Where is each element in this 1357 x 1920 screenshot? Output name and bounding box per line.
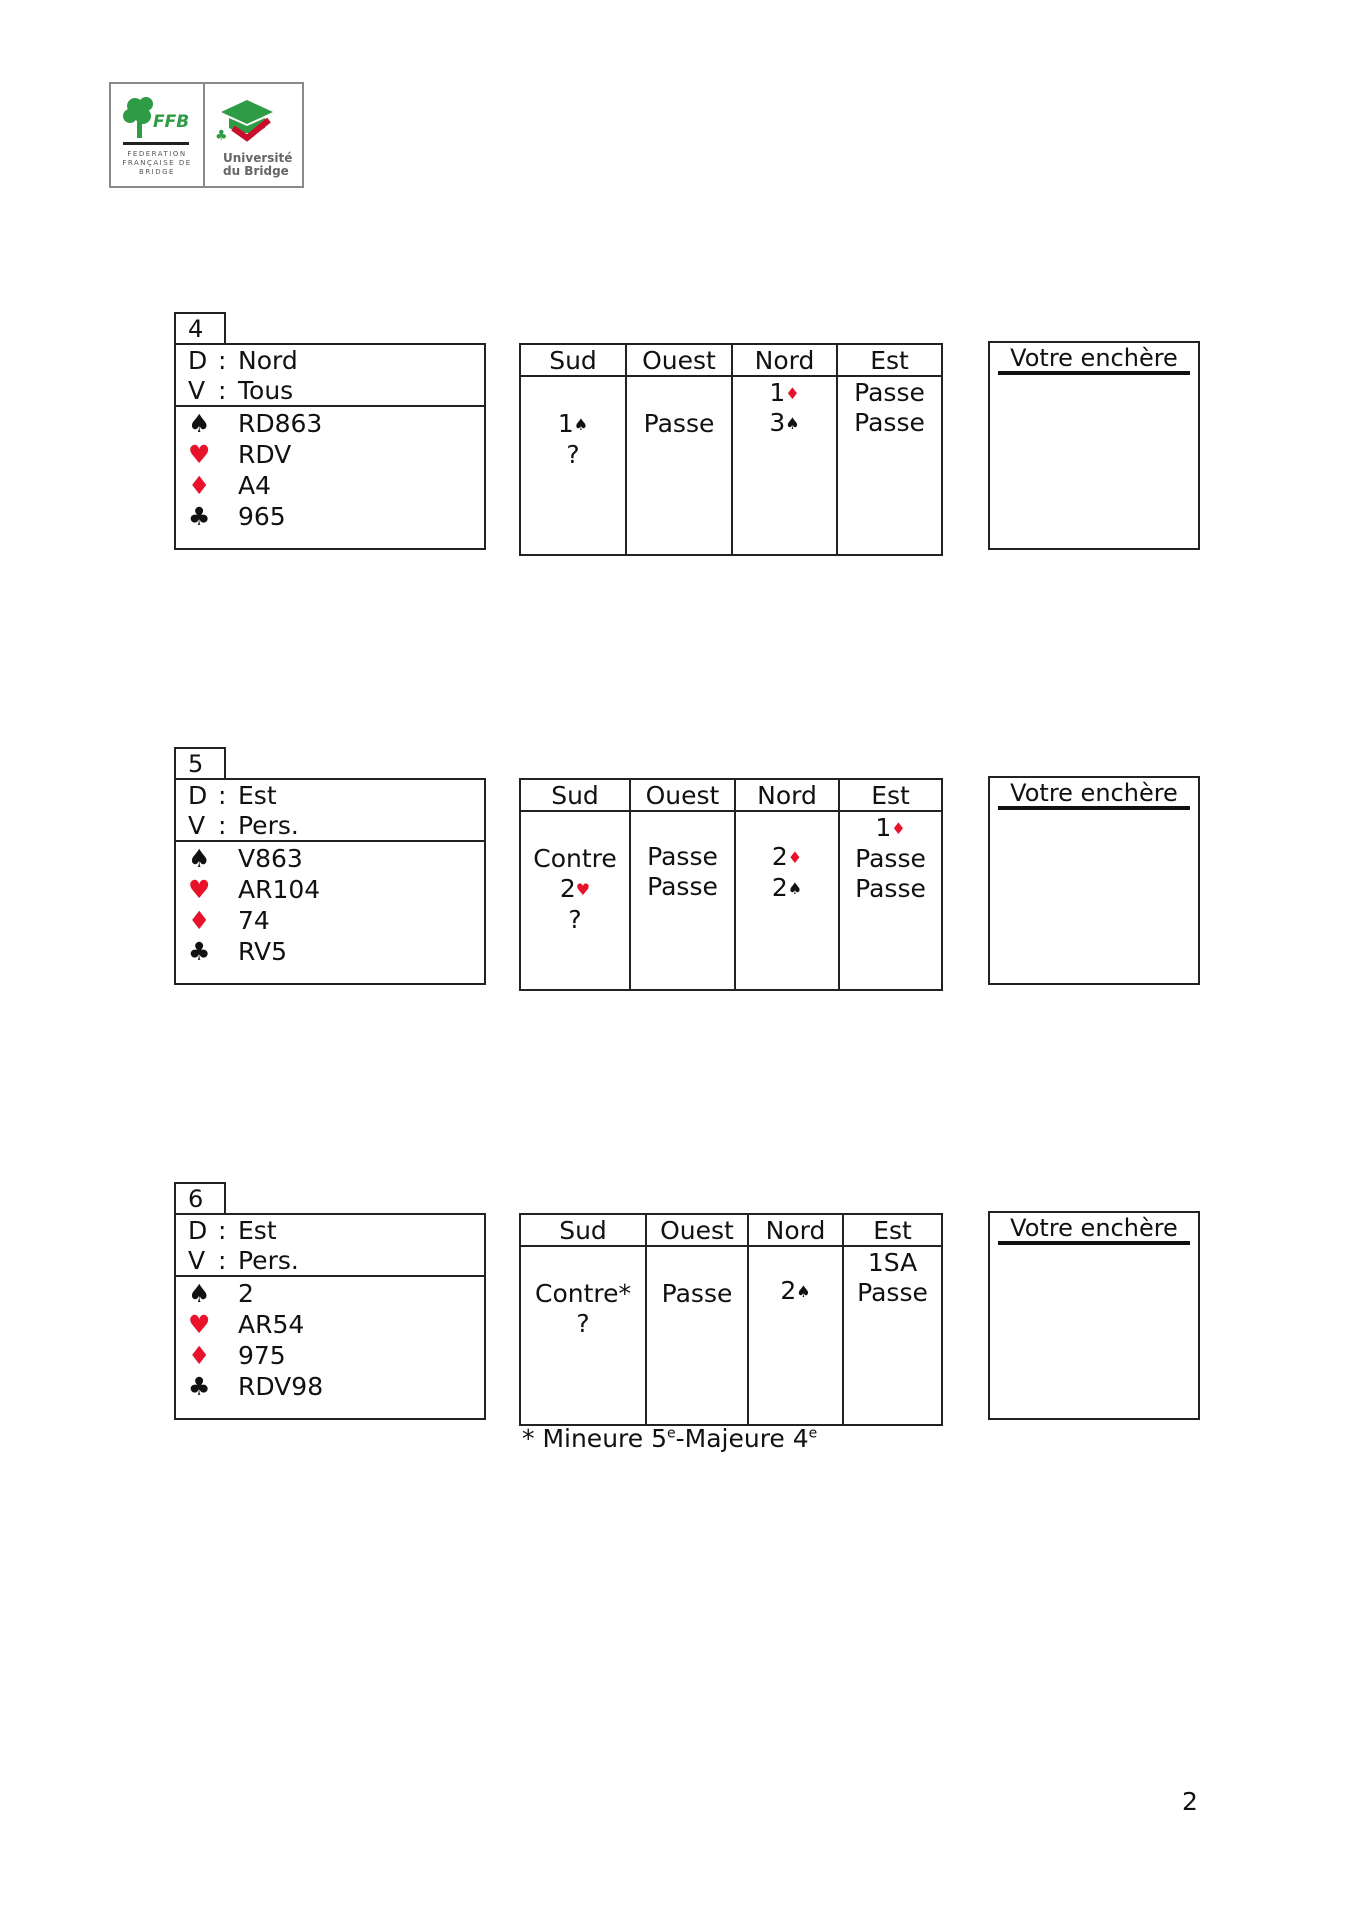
- heart-icon: ♥: [188, 875, 211, 904]
- footnote-prefix: * Mineure 5: [522, 1424, 667, 1453]
- page-number: 2: [1182, 1787, 1198, 1816]
- heart-icon: ♥: [188, 440, 211, 469]
- bid: ?: [568, 905, 582, 934]
- ffb-logo: [111, 84, 205, 186]
- bid-body-ouest: [631, 812, 734, 989]
- colon: :: [218, 346, 227, 375]
- footnote: [522, 1424, 817, 1453]
- bid: Passe: [643, 409, 715, 438]
- dealer-row: [188, 346, 484, 376]
- bid: [840, 813, 941, 844]
- bid: Contre: [533, 844, 617, 873]
- dealer-value: Est: [238, 781, 277, 810]
- diamond-icon: ♦: [787, 848, 803, 867]
- diamonds-row: [188, 470, 484, 501]
- bid-body-nord: [733, 377, 836, 554]
- bid-body-sud: [521, 377, 625, 554]
- spade-icon: ♠: [787, 879, 803, 898]
- bid: 1SA: [867, 1248, 918, 1277]
- bid: [521, 409, 625, 440]
- clubs-row: [188, 1371, 484, 1402]
- heart-icon: ♥: [575, 880, 591, 899]
- bid: Passe: [647, 842, 718, 871]
- diamond-icon: ♦: [188, 471, 211, 500]
- bid: Passe: [855, 844, 926, 873]
- bidding-table: [519, 343, 943, 556]
- spade-icon: ♠: [785, 414, 800, 433]
- bid-header-sud: Sud: [521, 345, 625, 377]
- bid-body-sud: [521, 812, 629, 989]
- bid-header-nord: Nord: [733, 345, 836, 377]
- answer-box[interactable]: [988, 776, 1200, 985]
- footnote-mid: -Majeure 4: [675, 1424, 809, 1453]
- bid: Passe: [854, 408, 925, 437]
- bid-header-nord: Nord: [736, 780, 838, 812]
- hearts-row: [188, 874, 484, 905]
- bid: Contre*: [534, 1279, 631, 1308]
- bid-header-sud: Sud: [521, 780, 629, 812]
- clubs-cards: RDV98: [238, 1372, 324, 1401]
- diamond-icon: ♦: [188, 1341, 211, 1370]
- bid-column-est: [844, 1215, 941, 1424]
- bidding-table: [519, 1213, 943, 1426]
- bid-column-nord: [749, 1215, 844, 1424]
- bid-column-sud: [521, 780, 631, 989]
- hand-info: [176, 1215, 484, 1277]
- bid-header-ouest: Ouest: [647, 1215, 747, 1247]
- footnote-sup-2: e: [808, 1425, 818, 1442]
- bid-body-nord: [749, 1247, 842, 1424]
- bid: [736, 842, 838, 873]
- spade-icon: ♠: [188, 409, 211, 438]
- spade-icon: ♠: [796, 1282, 811, 1301]
- clubs-row: [188, 501, 484, 532]
- dealer-row: [188, 781, 484, 811]
- diamonds-cards: 74: [238, 906, 270, 935]
- svg-text:♣: ♣: [215, 128, 228, 144]
- vuln-row: [188, 1246, 484, 1276]
- colon: :: [218, 376, 227, 405]
- bid-header-sud: Sud: [521, 1215, 645, 1247]
- dealer-value: Nord: [238, 346, 298, 375]
- logo-divider: [123, 142, 189, 145]
- diamonds-cards: 975: [238, 1341, 286, 1370]
- universite-text: [223, 152, 292, 178]
- vuln-row: [188, 376, 484, 406]
- bid: ?: [566, 440, 580, 469]
- bid-header-est: Est: [844, 1215, 941, 1247]
- vuln-label: V: [188, 376, 206, 405]
- universite-line-2: du Bridge: [223, 164, 289, 178]
- bid-header-est: Est: [840, 780, 941, 812]
- answer-box[interactable]: [988, 341, 1200, 550]
- club-icon: ♣: [188, 937, 211, 966]
- bid-header-est: Est: [838, 345, 941, 377]
- hand-cards: [176, 842, 484, 967]
- hand-cards: [176, 1277, 484, 1402]
- diamond-icon: ♦: [891, 819, 906, 838]
- hand-box: [174, 778, 486, 985]
- bid: Passe: [857, 1278, 928, 1307]
- bid-column-ouest: [631, 780, 736, 989]
- bid-column-ouest: [627, 345, 733, 554]
- spade-icon: ♠: [188, 844, 211, 873]
- dealer-label: D: [188, 1216, 208, 1245]
- bid-level: 2: [771, 873, 788, 902]
- bid: [749, 1276, 842, 1307]
- bid: Passe: [855, 874, 926, 903]
- deal-number: 5: [174, 747, 226, 780]
- hearts-cards: AR104: [238, 875, 321, 904]
- vuln-value: Pers.: [238, 1246, 299, 1275]
- bid-body-ouest: [647, 1247, 747, 1424]
- bidding-table: [519, 778, 943, 991]
- diamonds-row: [188, 905, 484, 936]
- colon: :: [218, 1216, 227, 1245]
- bid: Passe: [854, 378, 925, 407]
- bid-column-nord: [736, 780, 840, 989]
- bid: Passe: [647, 872, 718, 901]
- hand-info: [176, 780, 484, 842]
- club-icon: ♣: [188, 1372, 211, 1401]
- clubs-cards: 965: [238, 502, 286, 531]
- bid-column-est: [840, 780, 941, 989]
- bid-body-est: [840, 812, 941, 989]
- bid-header-ouest: Ouest: [631, 780, 734, 812]
- hand-info: [176, 345, 484, 407]
- bid-column-est: [838, 345, 941, 554]
- dealer-label: D: [188, 346, 208, 375]
- bid-body-est: [844, 1247, 941, 1424]
- bid-column-nord: [733, 345, 838, 554]
- ffb-text: FFB: [153, 112, 190, 132]
- dealer-row: [188, 1216, 484, 1246]
- vuln-value: Tous: [238, 376, 294, 405]
- diamond-icon: ♦: [188, 906, 211, 935]
- logo: [109, 82, 304, 188]
- bid-body-est: [838, 377, 941, 554]
- spades-cards: 2: [238, 1279, 254, 1308]
- ffb-subtitle: FEDERATION FRANÇAISE DE BRIDGE: [122, 150, 192, 176]
- hand-box: [174, 1213, 486, 1420]
- diamonds-cards: A4: [238, 471, 272, 500]
- hand-cards: [176, 407, 484, 532]
- diamonds-row: [188, 1340, 484, 1371]
- universite-line-1: Université: [223, 151, 293, 165]
- club-icon: ♣: [188, 502, 211, 531]
- dealer-value: Est: [238, 1216, 277, 1245]
- bid: [736, 873, 838, 904]
- bid: [733, 378, 836, 408]
- answer-box[interactable]: [988, 1211, 1200, 1420]
- bid-level: 2: [771, 842, 788, 871]
- vuln-label: V: [188, 1246, 206, 1275]
- vuln-label: V: [188, 811, 206, 840]
- spades-cards: V863: [238, 844, 303, 873]
- bid-column-ouest: [647, 1215, 749, 1424]
- bid-column-sud: [521, 345, 627, 554]
- hearts-cards: AR54: [238, 1310, 305, 1339]
- bid-level: 2: [559, 874, 576, 903]
- bid: Passe: [661, 1279, 733, 1308]
- spades-row: [188, 408, 484, 439]
- footnote-sup-1: e: [667, 1425, 676, 1442]
- hearts-row: [188, 439, 484, 470]
- spades-cards: RD863: [238, 409, 323, 438]
- bid-level: 1: [875, 813, 892, 842]
- spades-row: [188, 1278, 484, 1309]
- heart-icon: ♥: [188, 1310, 211, 1339]
- bid-level: 2: [780, 1276, 797, 1305]
- vuln-row: [188, 811, 484, 841]
- bid-level: 1: [769, 378, 786, 407]
- clubs-cards: RV5: [238, 937, 288, 966]
- colon: :: [218, 1246, 227, 1275]
- hearts-row: [188, 1309, 484, 1340]
- hearts-cards: RDV: [238, 440, 292, 469]
- bid-body-nord: [736, 812, 838, 989]
- deal-number: 6: [174, 1182, 226, 1215]
- graduation-cap-icon: [213, 94, 283, 146]
- bid-level: 1: [557, 409, 574, 438]
- dealer-label: D: [188, 781, 208, 810]
- bid-body-sud: [521, 1247, 645, 1424]
- colon: :: [218, 781, 227, 810]
- spade-icon: ♠: [573, 415, 589, 434]
- diamond-icon: ♦: [785, 384, 800, 403]
- spades-row: [188, 843, 484, 874]
- universite-logo: [205, 84, 302, 186]
- clubs-row: [188, 936, 484, 967]
- bid: ?: [576, 1309, 590, 1338]
- hand-box: [174, 343, 486, 550]
- deal-number: 4: [174, 312, 226, 345]
- bid-header-ouest: Ouest: [627, 345, 731, 377]
- bid-level: 3: [769, 408, 786, 437]
- colon: :: [218, 811, 227, 840]
- answer-box-title: Votre enchère: [998, 343, 1190, 375]
- answer-box-title: Votre enchère: [998, 778, 1190, 810]
- bid-header-nord: Nord: [749, 1215, 842, 1247]
- spade-icon: ♠: [188, 1279, 211, 1308]
- vuln-value: Pers.: [238, 811, 299, 840]
- bid: [733, 408, 836, 438]
- bid-body-ouest: [627, 377, 731, 554]
- bid: [521, 874, 629, 905]
- answer-box-title: Votre enchère: [998, 1213, 1190, 1245]
- bid-column-sud: [521, 1215, 647, 1424]
